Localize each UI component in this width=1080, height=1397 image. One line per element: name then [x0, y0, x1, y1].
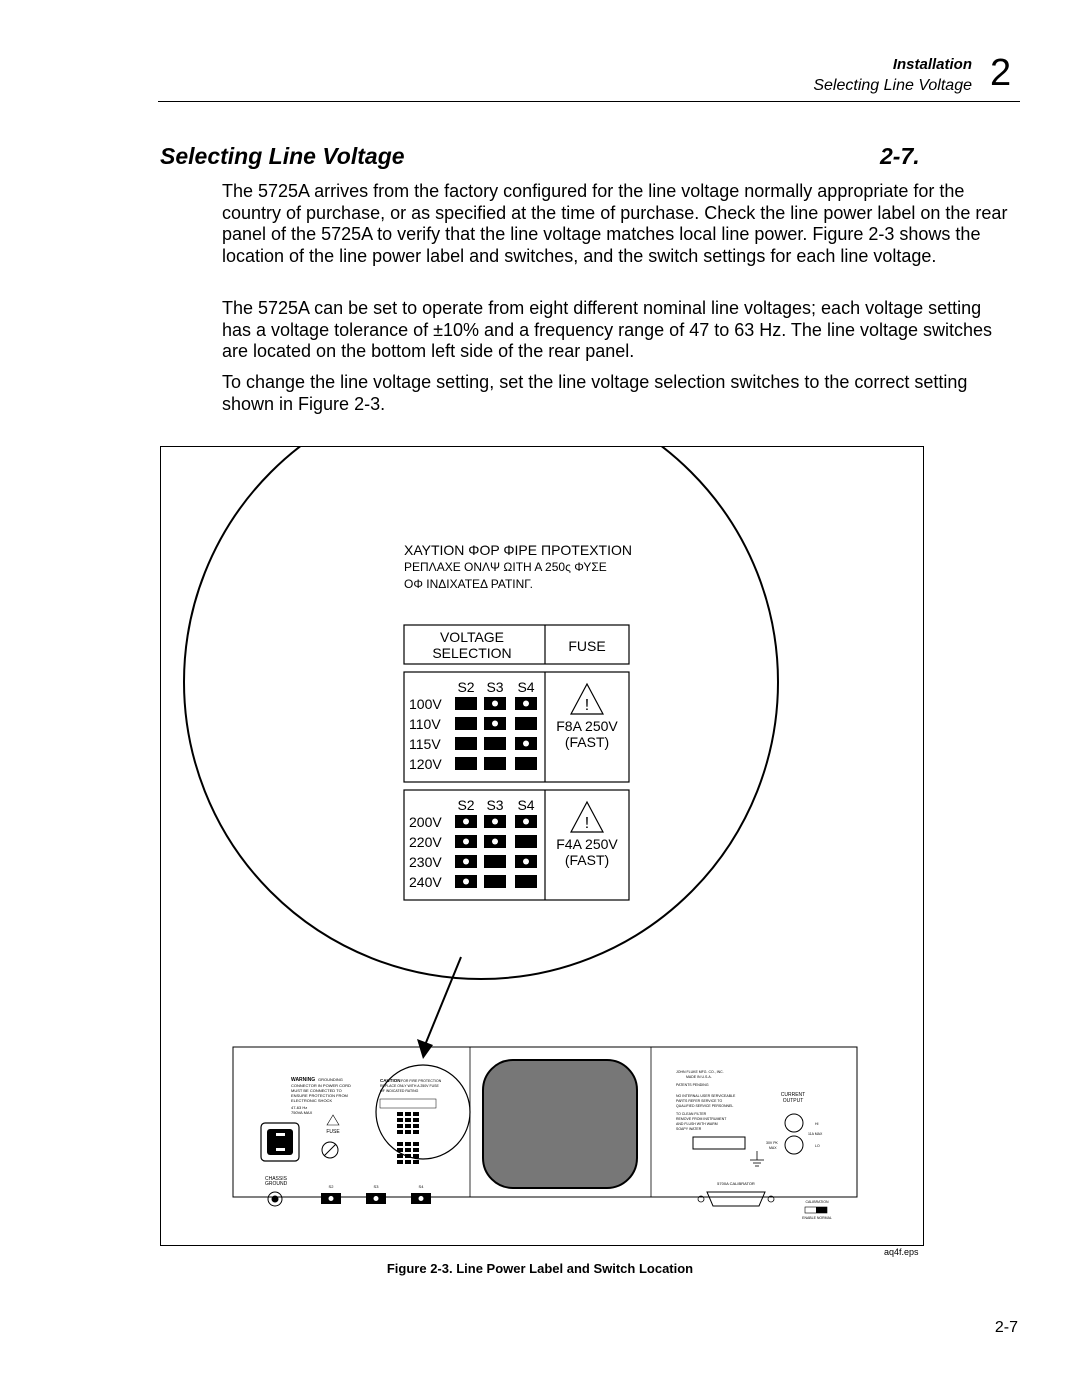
voltage-selection-header-1: VOLTAGE	[439, 629, 505, 645]
switch-block	[515, 875, 537, 888]
panel-caution-line-2: REPLACE ONLY WITH A 250V FUSE	[380, 1084, 439, 1088]
panel-caution-line-1: FOR FIRE PROTECTION	[401, 1079, 442, 1083]
db-connector-icon	[707, 1192, 765, 1206]
section-number: 2-7.	[880, 143, 920, 169]
caution-line-1: ΧΑΥΤΙΟΝ ΦΟΡ ΦΙΡΕ ΠΡΟΤΕΧΤΙΟΝ	[404, 542, 632, 558]
mini-switch	[405, 1130, 411, 1134]
caution-line-3: ΟΦ ΙΝΔΙΧΑΤΕΔ ΡΑΤΙΝΓ.	[404, 577, 533, 591]
fuse-header: FUSE	[568, 638, 606, 654]
mini-switch	[413, 1148, 419, 1152]
switch-block	[515, 717, 537, 730]
fuse-rating-1: F8A 250V	[556, 718, 618, 734]
figure-caption: Figure 2-3. Line Power Label and Switch Location	[386, 1261, 694, 1276]
switch-block	[455, 717, 477, 730]
panel-filter-4: SOAPY WATER	[676, 1127, 702, 1131]
voltage-label: 110V	[409, 716, 441, 732]
panel-slot	[693, 1137, 745, 1149]
fan-filter	[483, 1060, 637, 1188]
switch-dot	[492, 819, 498, 825]
paragraph-1: The 5725A arrives from the factory configured for the line voltage normally appropriate for the country of purchase, or as specified at the time of purchase. Check the line power label on the rear panel of the 5725A to verify that the line voltage matches local line power. Figure 2-3 shows the location of the line power label and switches, and the switch settings for each line voltage.	[222, 181, 1008, 266]
group-1-switch-rows	[409, 696, 537, 772]
panel-warning-line-3: MUST BE CONNECTED TO	[291, 1088, 342, 1093]
panel-caution-title: CAUTION	[380, 1078, 401, 1083]
panel-s3-label: S3	[373, 1184, 379, 1189]
mini-switch	[397, 1148, 403, 1152]
switch-dot	[492, 701, 498, 707]
voltage-label: 230V	[409, 854, 442, 870]
switch-dot	[463, 819, 469, 825]
switch-header-s4-b: S4	[517, 797, 535, 813]
switch-dot	[463, 859, 469, 865]
panel-fuse-label: FUSE	[326, 1129, 340, 1135]
panel-warning-line-5: ELECTRONIC SHOCK	[291, 1098, 333, 1103]
switch-dot	[523, 859, 529, 865]
header-rule	[158, 101, 1020, 102]
mini-switch	[397, 1124, 403, 1128]
panel-power: 750VA MAX	[291, 1110, 313, 1115]
fuse-type-2: (FAST)	[564, 852, 610, 868]
chassis-ground-1: CHASSIS	[265, 1176, 287, 1182]
lo-terminal-icon	[785, 1136, 803, 1154]
switch-header-s4: S4	[517, 679, 535, 695]
figure-drawing	[161, 447, 923, 1245]
mini-switch	[397, 1112, 403, 1116]
switch-block	[484, 757, 506, 770]
panel-enable-normal: ENABLE NORMAL	[802, 1216, 832, 1220]
switch-block	[515, 757, 537, 770]
rear-panel	[233, 1047, 857, 1220]
running-header-subsection: Selecting Line Voltage	[813, 77, 972, 94]
switch-block	[455, 757, 477, 770]
voltage-selection-header-2: SELECTION	[432, 645, 512, 661]
panel-lo: LO	[815, 1144, 820, 1148]
panel-hi: HI	[815, 1122, 819, 1126]
mini-switch	[405, 1154, 411, 1158]
mini-switch	[405, 1148, 411, 1152]
switch-dot	[492, 721, 498, 727]
switch-block	[484, 875, 506, 888]
pointer-arrow-line	[425, 957, 461, 1045]
panel-calibrator: 5700A CALIBRATOR	[717, 1181, 755, 1186]
paragraph-3: To change the line voltage setting, set the line voltage selection switches to the correct setting shown in Figure 2-3.	[222, 372, 968, 414]
voltage-label: 100V	[409, 696, 442, 712]
switch-block	[484, 737, 506, 750]
panel-volt-max-2: MAX	[769, 1146, 777, 1150]
chassis-ground-2: GROUND	[265, 1181, 288, 1187]
mini-switch	[413, 1124, 419, 1128]
switch-dot	[523, 701, 529, 707]
panel-maker-2: MADE IN U.S.A.	[686, 1075, 712, 1079]
panel-filter-2: REMOVE FROM INSTRUMENT	[676, 1117, 727, 1121]
panel-amp-max: 11A MAX	[808, 1132, 823, 1136]
mini-switch	[405, 1142, 411, 1146]
page-number: 2-7	[994, 1319, 1018, 1336]
switch-header-s3: S3	[486, 679, 504, 695]
panel-warning-line-2: CONNECTOR IN POWER CORD	[291, 1083, 351, 1088]
panel-warning-line-1: GROUNDING	[318, 1077, 343, 1082]
running-header-section: Installation	[892, 56, 972, 73]
mini-switch	[413, 1112, 419, 1116]
panel-service-2: PARTS REFER SERVICE TO	[676, 1099, 723, 1103]
mini-switch	[405, 1112, 411, 1116]
panel-service-1: NO INTERNAL USER SERVICEABLE	[676, 1094, 736, 1098]
panel-maker-1: JOHN FLUKE MFG. CO., INC.	[676, 1070, 724, 1074]
chapter-number: 2	[990, 52, 1012, 94]
switch-dot	[492, 839, 498, 845]
group-2-switch-rows	[409, 814, 537, 890]
panel-current-2: OUTPUT	[782, 1098, 804, 1104]
mini-switch	[413, 1142, 419, 1146]
panel-caution-line-3: OF INDICATED RATING	[380, 1089, 419, 1093]
fuse-rating-2: F4A 250V	[556, 836, 618, 852]
caution-line-2: ΡΕΠΛΑΧΕ ΟΝΛΨ ΩΙΤΗ Α 250ς ΦΥΣΕ	[404, 560, 607, 574]
switch-dot	[523, 819, 529, 825]
panel-warning-line-4: ENSURE PROTECTION FROM	[291, 1093, 348, 1098]
voltage-label: 240V	[409, 874, 442, 890]
panel-freq: 47-63 Hz	[291, 1105, 308, 1110]
panel-warning-icon	[327, 1115, 339, 1125]
switch-header-s3-b: S3	[486, 797, 504, 813]
switch-dot	[463, 879, 469, 885]
panel-volt-max-1: 30V PK	[766, 1141, 778, 1145]
figure-frame	[160, 446, 924, 1246]
mini-switch	[405, 1118, 411, 1122]
switch-dot	[463, 839, 469, 845]
pointer-arrow-head	[417, 1039, 433, 1059]
switch-header-s2-b: S2	[457, 797, 475, 813]
paragraph-2: The 5725A can be set to operate from eight different nominal line voltages; each voltage setting has a voltage tolerance of ±10% and a frequency range of 47 to 63 Hz. The line voltage switches are located on the bottom left side of the rear panel.	[222, 298, 993, 361]
switch-block	[515, 835, 537, 848]
switch-dot	[523, 741, 529, 747]
mini-switch	[413, 1130, 419, 1134]
mini-switch	[397, 1142, 403, 1146]
switch-block	[455, 697, 477, 710]
panel-patents: PATENTS PENDING	[676, 1083, 709, 1087]
panel-current-1: CURRENT	[780, 1092, 806, 1098]
mini-switch	[397, 1160, 403, 1164]
voltage-label: 120V	[409, 756, 442, 772]
warning-mark-2: !	[584, 815, 590, 832]
mini-switch	[405, 1160, 411, 1164]
mini-switch	[397, 1130, 403, 1134]
panel-s2-label: S2	[328, 1184, 334, 1189]
voltage-label: 220V	[409, 834, 442, 850]
mini-switch	[405, 1124, 411, 1128]
voltage-label: 115V	[409, 736, 441, 752]
mini-switch	[413, 1160, 419, 1164]
fuse-type-1: (FAST)	[564, 734, 610, 750]
switch-block	[484, 855, 506, 868]
mini-switch	[397, 1118, 403, 1122]
panel-calibration: CALIBRATION	[805, 1200, 829, 1204]
warning-mark: !	[584, 697, 590, 714]
panel-warning-title: WARNING	[291, 1077, 316, 1083]
panel-service-3: QUALIFIED SERVICE PERSONNEL	[676, 1104, 734, 1108]
switch-header-s2: S2	[457, 679, 475, 695]
mini-switch	[413, 1154, 419, 1158]
panel-s4-label: S4	[418, 1184, 424, 1189]
panel-filter-1: TO CLEAN FILTER	[676, 1112, 707, 1116]
hi-terminal-icon	[785, 1114, 803, 1132]
mini-switch	[397, 1154, 403, 1158]
magnifier-circle	[184, 447, 778, 979]
figure-filename: aq4f.eps	[884, 1247, 919, 1257]
section-title: Selecting Line Voltage	[160, 143, 405, 169]
panel-filter-3: AND FLUSH WITH WARM	[676, 1122, 718, 1126]
voltage-label: 200V	[409, 814, 442, 830]
switch-block	[455, 737, 477, 750]
mini-switch	[413, 1118, 419, 1122]
